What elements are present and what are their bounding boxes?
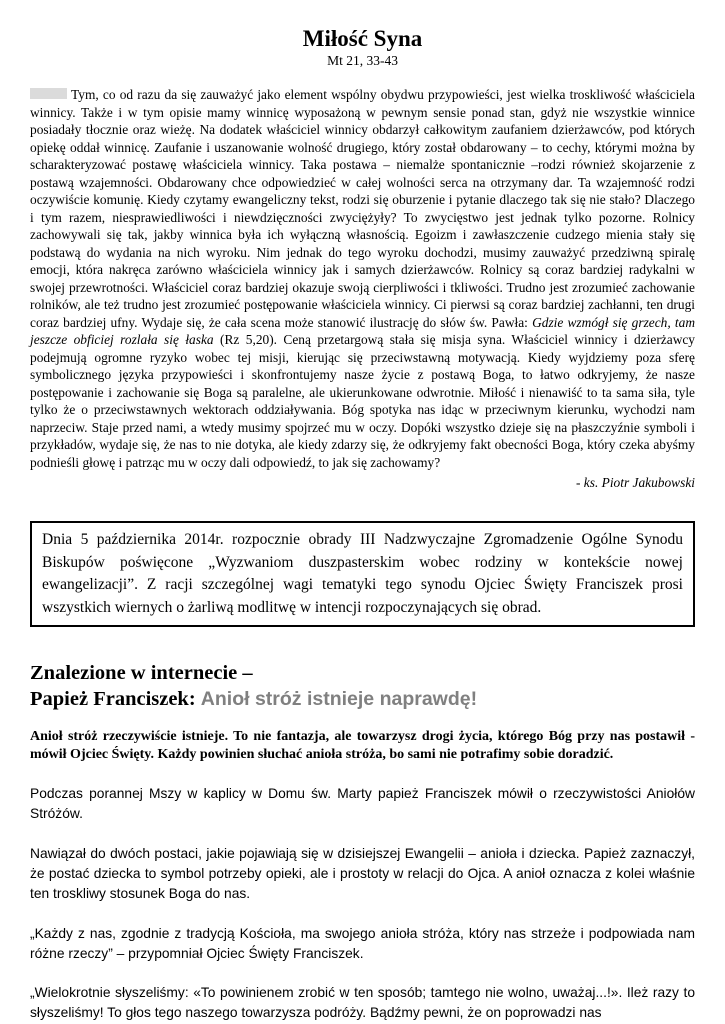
author-signature: - ks. Piotr Jakubowski bbox=[575, 475, 695, 491]
article-body-text-2: (Rz 5,20). Ceną przetargową stała się misja syna. Właściciel winnicy i dzierżawcy podejmują ogromne ryzyko wobec tej misji, kierując się przeciwstawną motywacją. Kiedy wyjdziemy poza sferę symbolicznego języka przypowieści i skonfrontujemy nasze życie z postawą Boga, to łatwo odkryjemy, że nasze postępowanie i zachowanie się Boga są paralelne, ale ukierunkowane odwrotnie. Miłość i nienawiść to ta sama siła, tyle tylko że o przeciwstawnych wektorach oddziaływania. Bóg spotyka nas idąc w przeciwnym kierunku, wychodzi nam naprzeciw. Staje przed nami, a wtedy musimy spojrzeć mu w oczy. Dopóki wszystko dzieje się na płaszczyźnie symboli i przykładów, wydaje się, że nas to nie dotyka, ale kiedy zdarzy się, że odkryjemy fakt obecności Boga, który czeka abyśmy podnieśli głowę i patrząc mu w oczy dali odpowiedź, to jak się zachowamy? bbox=[30, 332, 696, 470]
synod-notice-text: Dnia 5 października 2014r. rozpocznie obrady III Nadzwyczajne Zgromadzenie Ogólne Synodu Biskupów poświęcone „Wyzwaniom duszpasterskim wobec rodziny w kontekście nowej ewangelizacji”. Z racji szczególnej wagi tematyki tego synodu Ojciec Święty Franciszek prosi wszystkich wiernych o żarliwą modlitwę w intencji rozpoczynających się obrad. bbox=[42, 531, 683, 616]
highlight-artifact bbox=[30, 88, 67, 99]
scripture-reference: Mt 21, 33-43 bbox=[327, 53, 398, 69]
paragraph-two-figures: Nawiązał do dwóch postaci, jakie pojawiają się w dzisiejszej Ewangelii – anioła i dziecka. Papież zaznaczył, że postać dziecka to symbol potrzeby opieki, ale i prostoty w relacji do Ojca. A anioł oznacza z kolei właśnie ten troskliwy stosunek Boga do nas. bbox=[30, 846, 695, 901]
section-heading-line2-gray: Anioł stróż istnieje naprawdę! bbox=[200, 688, 478, 710]
section-heading-line1: Znalezione w internecie – bbox=[30, 661, 253, 684]
section-heading bbox=[30, 660, 695, 712]
article-body bbox=[30, 86, 695, 471]
synod-notice-box bbox=[30, 521, 695, 627]
lead-paragraph: Anioł stróż rzeczywiście istnieje. To nie fantazja, ale towarzysz drogi życia, którego Bóg przy nas postawił - mówił Ojciec Święty. Każdy powinien słuchać anioła stróża, bo sami nie potrafimy sobie doradzić. bbox=[30, 729, 695, 763]
paragraph-tradition-quote: „Każdy z nas, zgodnie z tradycją Kościoła, ma swojego anioła stróża, który nas strzeże i podpowiada nam różne rzeczy” – przypomniał Ojciec Święty Franciszek. bbox=[30, 925, 695, 961]
article-body-text-1: Tym, co od razu da się zauważyć jako element wspólny obydwu przypowieści, jest wielka troskliwość właściciela winnicy. Także i w tym opisie mamy winnicę wyposażoną w pewnym sensie ponad stan, gdyż nie wszystkie winnice posiadały tłocznie oraz wieżę. Na dodatek właściciel winnicy obdarzył całkowitym zaufaniem dzierżawców, pod których opiekę oddał winnicę. Zaufanie i uszanowanie wolność drugiego, który został obdarowany – to cechy, którymi można by scharakteryzować postawę właściciela winnicy. Taka postawa – niemalże spontanicznie –rodzi również skojarzenie z postawą wzajemności. Obdarowany chce odpowiedzieć w całej wolności serca na otrzymany dar. Ta wzajemność rodzi oczywiście komunię. Kiedy czytamy ewangeliczny tekst, rodzi się oburzenie i pytanie dlaczego tak się nie stało? Dlaczego i tym razem, niesprawiedliwości i niewdzięczności zwyciężyły? To zwycięstwo jest jednak tylko pozorne. Rolnicy zachowywali się tak, jakby winnica była ich wyłączną własnością. Egoizm i zawłaszczenie cudzego mienia stały się podstawą do wydania na nich wyroku. Nim jednak do tego wyroku dochodzi, musimy zauważyć przedziwną spiralę emocji, która nakręca zarówno właściciela winnicy jak i samych dzierżawców. Rolnicy są coraz bardziej radykalni w swojej przewrotności. Właściciel coraz bardziej okazuje swoją cierpliwości i tkliwości. Trudno jest zrozumieć zachowanie rolników, ale też trudno jest zrozumieć postępowanie właściciela winnicy. Ci pierwsi są coraz bardziej zachłanni, ten drugi coraz bardziej ufny. Wydaje się, że cała scena może stanowić ilustrację do słów św. Pawła: bbox=[30, 87, 695, 330]
article-title: Miłość Syna bbox=[302, 26, 423, 51]
paragraph-mass: Podczas porannej Mszy w kaplicy w Domu św. Marty papież Franciszek mówił o rzeczywistości Aniołów Stróżów. bbox=[30, 786, 695, 822]
section-heading-line2-black: Papież Franciszek: bbox=[30, 688, 196, 710]
paragraph-voice-quote: „Wielokrotnie słyszeliśmy: «To powinienem zrobić w ten sposób; tamtego nie wolno, uważaj...!». Ileż razy to słyszeliśmy! To głos tego naszego towarzysza podróży. Bądźmy pewni, że on poprowadzi nas bbox=[30, 985, 695, 1021]
scripture-quote: Gdzie wzmógł się grzech, tam jeszcze obficiej rozlała się łaska bbox=[30, 314, 695, 348]
